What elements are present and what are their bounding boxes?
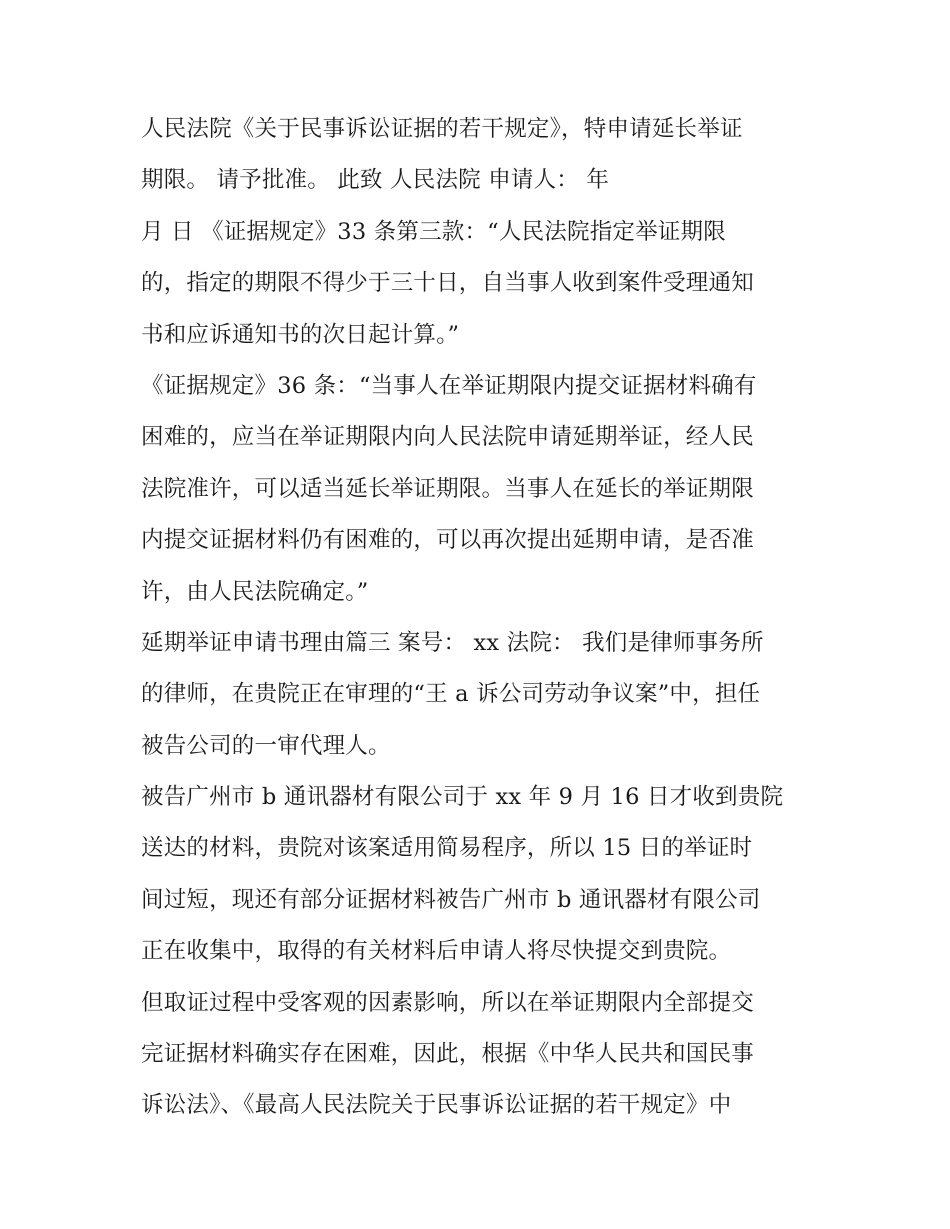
text-line: 诉讼法》、《最高人民法院关于民事诉讼证据的若干规定》中 (141, 1092, 732, 1119)
text-line: 内提交证据材料仍有困难的，可以再次提出延期申请，是否准 (141, 527, 754, 554)
text-line: 书和应诉通知书的次日起计算。” (141, 321, 460, 348)
text-line: 间过短，现还有部分证据材料被告广州市 b 通讯器材有限公司 (141, 886, 761, 913)
text-line: 送达的材料，贵院对该案适用简易程序，所以 15 日的举证时 (141, 835, 753, 862)
text-line: 法院准许，可以适当延长举证期限。当事人在延长的举证期限 (141, 475, 754, 502)
text-line: 许，由人民法院确定。” (141, 578, 369, 605)
text-line: 但取证过程中受客观的因素影响，所以在举证期限内全部提交 (141, 989, 754, 1016)
text-line: 《证据规定》36 条：“当事人在举证期限内提交证据材料确有 (141, 372, 757, 399)
text-line: 月 日 《证据规定》33 条第三款：“人民法院指定举证期限 (141, 218, 726, 245)
text-line: 正在收集中，取得的有关材料后申请人将尽快提交到贵院。 (141, 938, 732, 965)
text-line: 完证据材料确实存在困难，因此，根据《中华人民共和国民事 (141, 1041, 754, 1068)
document-body (141, 104, 821, 1132)
text-line: 人民法院《关于民事诉讼证据的若干规定》，特申请延长举证 (141, 116, 743, 142)
text-line: 困难的，应当在举证期限内向人民法院申请延期举证，经人民 (141, 424, 754, 451)
text-line: 的，指定的期限不得少于三十日，自当事人收到案件受理通知 (141, 270, 754, 297)
text-line: 的律师，在贵院正在审理的“王 a 诉公司劳动争议案”中，担任 (141, 681, 761, 708)
text-line: 被告广州市 b 通讯器材有限公司于 xx 年 9 月 16 日才收到贵院 (141, 784, 784, 811)
text-line: 延期举证申请书理由篇三 案号： xx 法院： 我们是律师事务所 (141, 629, 764, 656)
text-line: 期限。 请予批准。 此致 人民法院 申请人： 年 (141, 167, 610, 194)
text-line: 被告公司的一审代理人。 (141, 732, 391, 759)
